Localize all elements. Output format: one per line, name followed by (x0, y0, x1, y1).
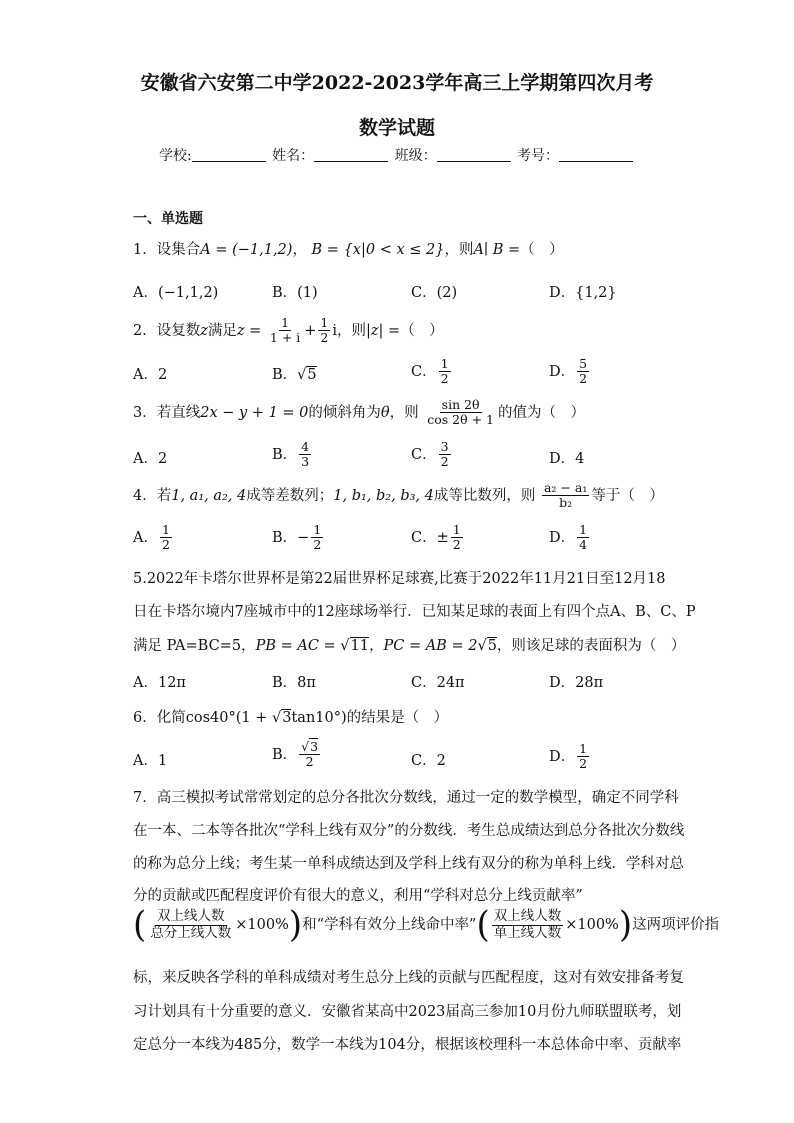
q3-option-b: B． $\frac{4}{3}$ (272, 439, 310, 470)
name-blank (314, 147, 388, 162)
q6-option-c: C．2 (411, 753, 446, 769)
q6-option-b: B． $\frac{√3}{2}$ (272, 739, 319, 770)
q2-text-b: 满足 (207, 322, 237, 339)
q2-option-a: A．2 (133, 367, 168, 383)
q2-abs: |z| = (366, 322, 401, 339)
question-5-line-1: 5.2022年卡塔尔世界杯是第22届世界杯足球赛,比赛于2022年11月21日至12月18 (133, 571, 666, 587)
q3-text-b: 的倾斜角为 (308, 404, 381, 421)
school-label: 学校: (158, 148, 192, 164)
q1-text-b: ，则 (444, 242, 474, 258)
q3-option-d: D．4 (549, 451, 585, 467)
question-3 (133, 398, 585, 428)
exam-subtitle: 数学试题 (358, 117, 435, 139)
q4-option-d: D． $\frac{1}{4}$ (549, 522, 588, 553)
q4-fraction: $\frac{\text{a₂ − a₁}}{\text{b₂}}$ (543, 480, 588, 511)
q2-fraction-2: $\frac{1}{2}$ (320, 315, 329, 346)
student-info-line (0, 145, 794, 165)
q4-text-b: 成等差数列； (246, 487, 334, 504)
q3-theta: θ (380, 404, 390, 421)
q1-option-b: B．(1) (272, 285, 318, 301)
question-5-line-3: 满足 PA=BC=5，PB = AC = √11，PC = AB = 2√5，则该足球的表面积为（ ） (133, 638, 686, 654)
q3-text: 3．若直线 (133, 404, 201, 421)
id-label: 考号： (517, 148, 560, 164)
q6-option-d: D． $\frac{1}{2}$ (549, 741, 588, 772)
q4-option-c: C．± $\frac{1}{2}$ (411, 522, 461, 553)
id-blank (559, 147, 633, 162)
question-7-line-8: 定总分一本线为485分，数学一本线为104分，根据该校理科一本总体命中率、贡献率 (133, 1037, 682, 1053)
question-7-line-6: 标，来反映各学科的单科成绩对考生总分上线的贡献与匹配程度，这对有效安排备考复 (133, 970, 684, 986)
q3-fraction: $\frac{\sin 2\theta}{\cos 2\theta + 1}$ (427, 397, 495, 428)
q2-option-c: C． $\frac{1}{2}$ (411, 356, 449, 387)
q5-option-d: D．28π (549, 675, 604, 691)
q1-set-a: A = (−1,1,2) (200, 242, 293, 258)
question-6: 6．化简cos40°(1 + √3tan10°)的结果是（ ） (133, 710, 449, 726)
q1-sep: ， (292, 242, 307, 258)
q4-seq2: 1, b₁, b₂, b₃, 4 (333, 487, 434, 504)
question-7-line-2: 在一本、二本等各批次“学科上线有双分”的分数线．考生总成绩达到总分各批次分数线 (133, 823, 685, 839)
question-7-line-4: 分的贡献或匹配程度评价有很大的意义，利用“学科对总分上线贡献率” (133, 888, 583, 904)
q4-option-a: A． $\frac{1}{2}$ (133, 522, 170, 553)
q2-option-b: B．√5 (272, 367, 317, 383)
q3-text-d: 的值为（ ） (498, 404, 586, 421)
school-blank (192, 147, 266, 162)
q1-option-a: A．(−1,1,2) (133, 285, 219, 301)
q2-plus: + (304, 322, 317, 339)
question-4 (133, 481, 664, 511)
q6-option-a: A．1 (133, 753, 168, 769)
q2-text: 2．设复数 (133, 322, 201, 339)
section-heading: 一、单选题 (133, 211, 203, 227)
question-7-line-5: ( $\frac{\text{双上线人数}}{\text{总分上线人数}}$ ×100%)和“学科有效分上线命中率”( $\frac{\text{双上线人数}}{\text{单上线人数}}$ ×100%)这两项评价指 (133, 904, 720, 946)
q1-set-b: B = {x|0 < x ≤ 2} (311, 242, 445, 258)
question-7-line-3: 的称为总分上线；考生某一单科成绩达到及学科上线有双分的称为单科上线．学科对总 (133, 856, 684, 872)
question-5-line-2: 日在卡塔尔境内7座城市中的12座球场举行．已知某足球的表面上有四个点A、B、C、P (133, 604, 696, 620)
q1-option-d: D．{1,2} (549, 285, 617, 301)
question-7-line-1: 7．高三模拟考试常常划定的总分各批次分数线，通过一定的数学模型，确定不同学科 (133, 790, 679, 806)
q3-line: 2x − y + 1 = 0 (200, 404, 309, 421)
q1-expr: A∣ B = (473, 242, 521, 258)
q5-option-c: C．24π (411, 675, 465, 691)
q2-text-c: ，则 (337, 322, 367, 339)
q5-option-b: B．8π (272, 675, 316, 691)
q2-z: z (200, 322, 208, 339)
q4-seq1: 1, a₁, a₂, 4 (171, 487, 247, 504)
question-2 (133, 316, 444, 346)
q4-option-b: B．− $\frac{1}{2}$ (272, 522, 322, 553)
q1-paren: （ ） (520, 242, 564, 258)
class-blank (437, 147, 511, 162)
q2-fraction-1: $\frac{1}{1 + i}$ (269, 315, 301, 346)
q2-i: i (332, 322, 338, 339)
q3-option-a: A．2 (133, 451, 168, 467)
q2-lhs: z = (236, 322, 262, 339)
q4-text-d: 等于（ ） (591, 487, 664, 504)
q1-option-c: C．(2) (411, 285, 458, 301)
class-label: 班级： (394, 148, 437, 164)
q4-text: 4．若 (133, 487, 172, 504)
q1-text: 1．设集合 (133, 242, 201, 258)
q2-paren: （ ） (400, 322, 444, 339)
q3-option-c: C． $\frac{3}{2}$ (411, 439, 449, 470)
q2-option-d: D． $\frac{5}{2}$ (549, 356, 588, 387)
q5-option-a: A．12π (133, 675, 186, 691)
question-7-line-7: 习计划具有十分重要的意义．安徽省某高中2023届高三参加10月份九师联盟联考，划 (133, 1004, 682, 1020)
exam-title: 安徽省六安第二中学2022-2023学年高三上学期第四次月考 (140, 72, 654, 94)
q4-text-c: 成等比数列，则 (433, 487, 536, 504)
name-label: 姓名： (272, 148, 315, 164)
q3-text-c: ，则 (389, 404, 419, 421)
question-1 (133, 238, 564, 259)
